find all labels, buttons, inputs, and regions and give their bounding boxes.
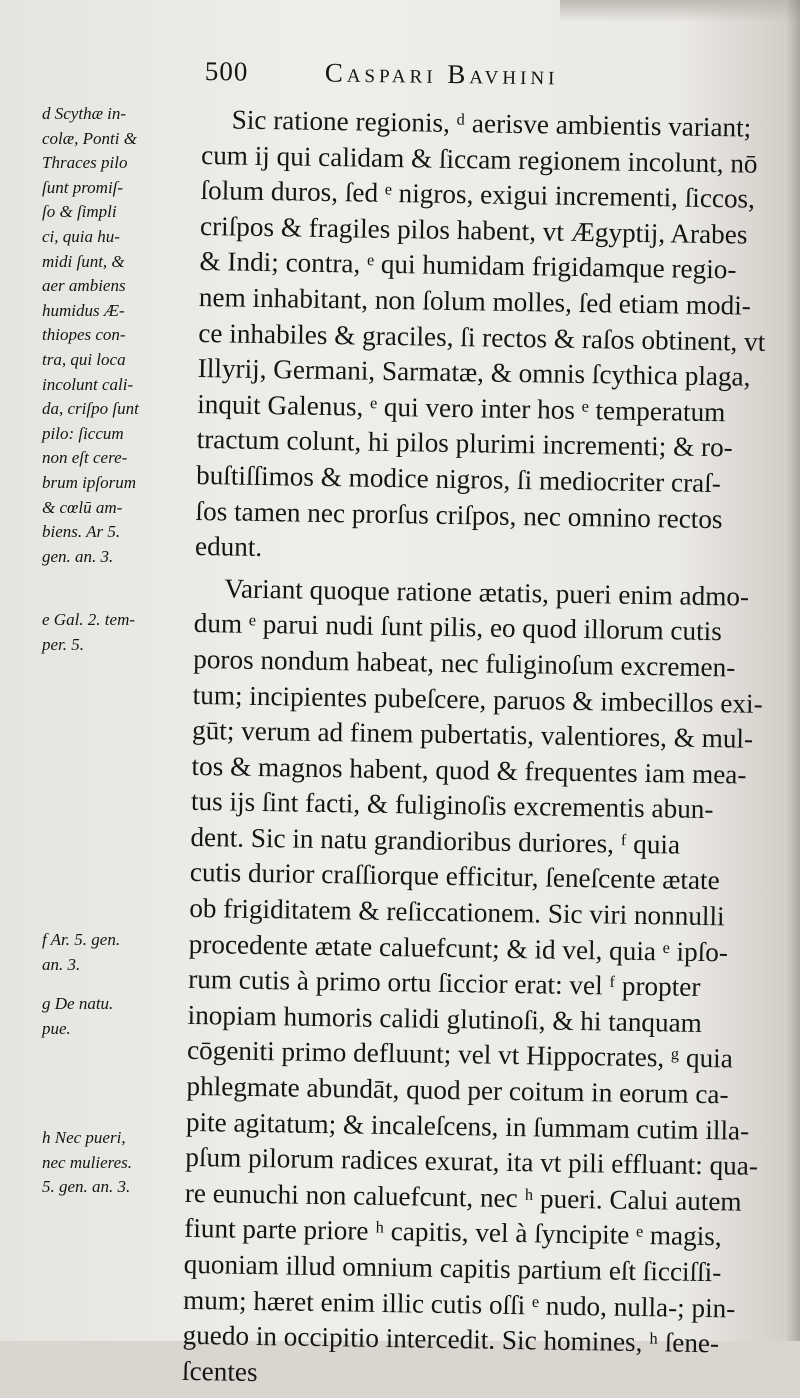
text-line: buſtiſſimos & modice nigros, ſi mediocriter craſ-	[195, 459, 722, 499]
text-line: cutis durior craſſiorque efficitur, ſeneſcente ætate	[189, 857, 720, 896]
scan-shadow-strip	[560, 0, 800, 22]
text-line: & Indi; contra, ᵉ qui humidam frigidamque regio-	[199, 246, 737, 285]
text-line: pite agitatum; & incaleſcens, in ſummam cutim illa-	[185, 1106, 750, 1146]
text-line: fiunt parte priore ʰ capitis, vel à ſyncipite ᵉ magis,	[184, 1213, 722, 1252]
text-line: ce inhabiles & graciles, ſi rectos & raſos obtinent, vt	[198, 317, 766, 357]
margin-note-line: aer ambiens	[42, 276, 126, 296]
text-line: pſum pilorum radices exurat, ita vt pili effluant: qua-	[185, 1142, 759, 1182]
running-head: Caspari Bavhini	[324, 57, 559, 91]
text-line: cōgeniti primo defluunt; vel vt Hippocrates, ᵍ quia	[186, 1035, 734, 1074]
margin-note-line: incolunt cali-	[42, 374, 134, 394]
text-line: nem inhabitant, non ſolum molles, ſed etiam modi-	[198, 281, 752, 321]
margin-note-line: ci, quia hu-	[42, 226, 120, 246]
text-line: tractum colunt, hi pilos plurimi incrementi; & ro-	[196, 424, 733, 463]
margin-note-e	[42, 608, 202, 657]
margin-note-h	[42, 1126, 202, 1200]
margin-note-line: thiopes con-	[42, 325, 126, 345]
margin-note-line: ſo & ſimpli	[42, 202, 117, 222]
margin-note-line: nec mulieres.	[42, 1152, 133, 1172]
text-line: tus ijs ſint facti, & fuliginoſis excrementis abun-	[190, 786, 714, 825]
text-line: rum cutis à primo ortu ſiccior erat: vel ᶠ propter	[187, 964, 701, 1003]
margin-note-line: biens. Ar 5.	[42, 522, 121, 542]
margin-note-line: 5. gen. an. 3.	[42, 1177, 131, 1197]
text-line: procedente ætate caluefcunt; & id vel, quia ᵉ ipſo-	[188, 928, 729, 968]
text-line: edunt.	[194, 531, 263, 563]
text-line: dum ᵉ parui nudi ſunt pilis, eo quod illorum cutis	[193, 608, 723, 647]
text-line: guedo in occipitio intercedit. Sic homines, ʰ ſene-	[182, 1320, 720, 1359]
text-line: criſpos & fragiles pilos habent, vt Ægyptij, Arabes	[199, 210, 748, 250]
page-gutter-shadow	[786, 0, 800, 1341]
text-line: mum; hæret enim illic cutis oſſi ᵉ nudo, nulla-; pin-	[182, 1284, 736, 1324]
margin-note-f	[42, 928, 202, 977]
page-number: 500	[204, 56, 249, 87]
margin-note-line: midi ſunt, &	[42, 251, 125, 271]
margin-note-line: colæ, Ponti &	[42, 128, 137, 148]
text-line: poros nondum habeat, nec fuliginoſum excremen-	[193, 643, 736, 683]
text-line: phlegmate abundāt, quod per coitum in eorum ca-	[186, 1070, 729, 1110]
text-line: tum; incipientes pubeſcere, paruos & imbecillos exi-	[192, 679, 763, 719]
text-line: ſcentes	[181, 1355, 258, 1387]
margin-note-line: tra, qui loca	[42, 349, 126, 369]
margin-note-line: non eſt cere-	[42, 448, 128, 468]
page-header	[205, 56, 765, 103]
text-line: ob frigiditatem & reſiccationem. Sic viri nonnulli	[189, 892, 725, 932]
margin-note-line: f Ar. 5. gen.	[42, 930, 121, 949]
margin-note-line: da, criſpo ſunt	[42, 399, 139, 419]
margin-note-line: & cœlū am-	[42, 497, 123, 517]
text-line: inopiam humoris calidi glutinoſi, & hi tanquam	[187, 999, 703, 1038]
margin-note-line: pilo: ſiccum	[42, 423, 124, 443]
margin-note-line: an. 3.	[42, 954, 81, 974]
margin-note-line: g De natu.	[42, 994, 114, 1013]
text-line: inquit Galenus, ᵉ qui vero inter hos ᵉ temperatum	[197, 388, 726, 428]
text-line: Illyrij, Germani, Sarmatæ, & omnis ſcythica plaga,	[197, 353, 751, 392]
margin-note-line: e Gal. 2. tem-	[42, 610, 136, 629]
text-line: ſolum duros, ſed ᵉ nigros, exigui incrementi, ſiccos,	[200, 175, 756, 214]
text-line: Sic ratione regionis, ᵈ aerisve ambientis variant;	[231, 104, 752, 143]
margin-note-line: h Nec pueri,	[42, 1128, 126, 1147]
margin-note-line: humidus Æ-	[42, 300, 125, 320]
text-line: tos & magnos habent, quod & frequentes iam mea-	[191, 750, 747, 790]
margin-note-line: gen. an. 3.	[42, 546, 114, 566]
text-line: gūt; verum ad finem pubertatis, valentiores, & mul-	[191, 715, 754, 754]
main-text-block	[182, 102, 768, 1398]
text-line: Variant quoque ratione ætatis, pueri enim admo-	[224, 573, 750, 612]
margin-note-d	[42, 102, 202, 569]
margin-note-line: pue.	[42, 1018, 71, 1038]
margin-note-line: d Scythæ in-	[42, 104, 127, 123]
margin-note-line: Thraces pilo	[42, 153, 128, 173]
text-line: quoniam illud omnium capitis partium eſt ſicciſſi-	[183, 1248, 722, 1288]
margin-note-line: per. 5.	[42, 634, 85, 654]
margin-note-line: brum ipſorum	[42, 472, 136, 492]
text-line: re eunuchi non caluefcunt, nec ʰ pueri. Calui autem	[184, 1177, 742, 1217]
text-line: cum ij qui calidam & ſiccam regionem incolunt, nō	[200, 139, 758, 179]
margin-note-line: ſunt promiſ-	[42, 177, 124, 197]
margin-note-g	[42, 992, 202, 1041]
text-line: dent. Sic in natu grandioribus duriores, ᶠ quia	[190, 821, 681, 860]
text-line: ſos tamen nec prorſus criſpos, nec omnino rectos	[195, 495, 723, 534]
